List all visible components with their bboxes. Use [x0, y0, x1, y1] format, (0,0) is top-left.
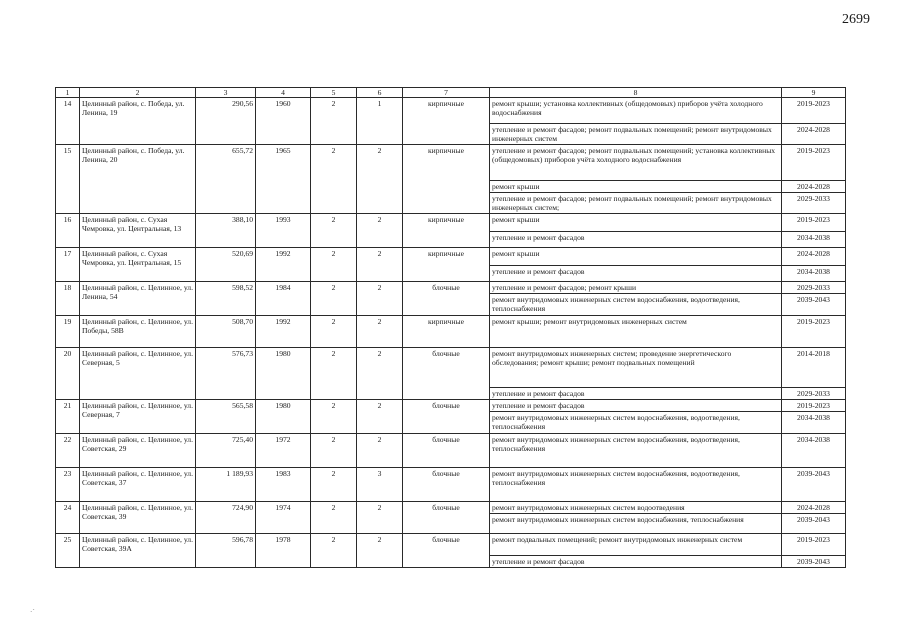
- area-cell: 388,10: [196, 214, 256, 248]
- address-cell: Целинный район, с. Целинное, ул. Победы, 58В: [80, 316, 196, 348]
- work-type-cell: утепление и ремонт фасадов: [490, 232, 782, 248]
- floors-cell: 2: [311, 214, 357, 248]
- column-header: 8: [490, 88, 782, 98]
- table-row: [56, 282, 846, 294]
- address-cell: Целинный район, с. Целинное, ул. Советская, 37: [80, 468, 196, 502]
- period-cell: 2039-2043: [782, 514, 846, 534]
- row-number: 24: [56, 502, 80, 534]
- work-type-cell: ремонт крыши: [490, 181, 782, 193]
- entrances-cell: 2: [357, 145, 403, 214]
- work-type-cell: ремонт внутридомовых инженерных систем водоснабжения, водоотведения, теплоснабжения: [490, 434, 782, 468]
- work-type-cell: ремонт крыши; ремонт внутридомовых инженерных систем: [490, 316, 782, 348]
- wall-material-cell: блочные: [403, 502, 490, 534]
- period-cell: 2039-2043: [782, 468, 846, 502]
- floors-cell: 2: [311, 248, 357, 282]
- address-cell: Целинный район, с. Сухая Чемровка, ул. Центральная, 15: [80, 248, 196, 282]
- work-type-cell: ремонт крыши: [490, 214, 782, 232]
- work-type-cell: ремонт крыши; установка коллективных (общедомовых) приборов учёта холодного водоснабжения: [490, 98, 782, 124]
- work-type-cell: утепление и ремонт фасадов; ремонт подвальных помещений; ремонт внутридомовых инженерных систем: [490, 124, 782, 145]
- entrances-cell: 2: [357, 502, 403, 534]
- floors-cell: 2: [311, 502, 357, 534]
- year-built-cell: 1960: [256, 98, 311, 145]
- wall-material-cell: блочные: [403, 348, 490, 400]
- column-header: 6: [357, 88, 403, 98]
- work-type-cell: ремонт внутридомовых инженерных систем; проведение энергетического обследования; ремонт крыши; ремонт подвальных помещений: [490, 348, 782, 388]
- work-type-cell: утепление и ремонт фасадов; ремонт подвальных помещений; ремонт внутридомовых инженерных систем;: [490, 193, 782, 214]
- entrances-cell: 2: [357, 534, 403, 568]
- period-cell: 2024-2028: [782, 181, 846, 193]
- address-cell: Целинный район, с. Целинное, ул. Ленина, 54: [80, 282, 196, 316]
- floors-cell: 2: [311, 316, 357, 348]
- work-type-cell: ремонт крыши: [490, 248, 782, 266]
- area-cell: 725,40: [196, 434, 256, 468]
- area-cell: 655,72: [196, 145, 256, 214]
- entrances-cell: 1: [357, 98, 403, 145]
- year-built-cell: 1983: [256, 468, 311, 502]
- year-built-cell: 1984: [256, 282, 311, 316]
- period-cell: 2034-2038: [782, 412, 846, 434]
- period-cell: 2034-2038: [782, 266, 846, 282]
- period-cell: 2034-2038: [782, 434, 846, 468]
- table-row: [56, 534, 846, 556]
- year-built-cell: 1972: [256, 434, 311, 468]
- row-number: 20: [56, 348, 80, 400]
- period-cell: 2019-2023: [782, 400, 846, 412]
- wall-material-cell: блочные: [403, 282, 490, 316]
- area-cell: 724,90: [196, 502, 256, 534]
- area-cell: 1 189,93: [196, 468, 256, 502]
- period-cell: 2019-2023: [782, 534, 846, 556]
- row-number: 18: [56, 282, 80, 316]
- column-header: 2: [80, 88, 196, 98]
- table-row: [56, 502, 846, 514]
- period-cell: 2029-2033: [782, 388, 846, 400]
- column-header: 4: [256, 88, 311, 98]
- address-cell: Целинный район, с. Целинное, ул. Северная, 7: [80, 400, 196, 434]
- address-cell: Целинный район, с. Сухая Чемровка, ул. Центральная, 13: [80, 214, 196, 248]
- address-cell: Целинный район, с. Целинное, ул. Северная, 5: [80, 348, 196, 400]
- table-row: [56, 145, 846, 181]
- area-cell: 576,73: [196, 348, 256, 400]
- row-number: 22: [56, 434, 80, 468]
- period-cell: 2039-2043: [782, 556, 846, 568]
- entrances-cell: 3: [357, 468, 403, 502]
- table-body: [56, 98, 846, 568]
- period-cell: 2019-2023: [782, 214, 846, 232]
- work-type-cell: утепление и ремонт фасадов: [490, 388, 782, 400]
- work-type-cell: ремонт внутридомовых инженерных систем водоснабжения, водоотведения, теплоснабжения: [490, 294, 782, 316]
- year-built-cell: 1980: [256, 400, 311, 434]
- scan-mark: ·´: [30, 608, 35, 616]
- wall-material-cell: кирпичные: [403, 248, 490, 282]
- floors-cell: 2: [311, 282, 357, 316]
- wall-material-cell: кирпичные: [403, 214, 490, 248]
- entrances-cell: 2: [357, 214, 403, 248]
- period-cell: 2019-2023: [782, 145, 846, 181]
- entrances-cell: 2: [357, 348, 403, 400]
- table-row: [56, 400, 846, 412]
- area-cell: 565,58: [196, 400, 256, 434]
- period-cell: 2034-2038: [782, 232, 846, 248]
- table-row: [56, 468, 846, 502]
- work-type-cell: ремонт подвальных помещений; ремонт внутридомовых инженерных систем: [490, 534, 782, 556]
- area-cell: 596,78: [196, 534, 256, 568]
- wall-material-cell: блочные: [403, 534, 490, 568]
- period-cell: 2019-2023: [782, 316, 846, 348]
- area-cell: 508,70: [196, 316, 256, 348]
- entrances-cell: 2: [357, 282, 403, 316]
- entrances-cell: 2: [357, 400, 403, 434]
- year-built-cell: 1980: [256, 348, 311, 400]
- area-cell: 598,52: [196, 282, 256, 316]
- work-type-cell: утепление и ремонт фасадов: [490, 266, 782, 282]
- period-cell: 2019-2023: [782, 98, 846, 124]
- period-cell: 2014-2018: [782, 348, 846, 388]
- work-type-cell: утепление и ремонт фасадов; ремонт крыши: [490, 282, 782, 294]
- row-number: 19: [56, 316, 80, 348]
- address-cell: Целинный район, с. Целинное, ул. Советская, 29: [80, 434, 196, 468]
- wall-material-cell: блочные: [403, 434, 490, 468]
- area-cell: 290,56: [196, 98, 256, 145]
- wall-material-cell: кирпичные: [403, 145, 490, 214]
- floors-cell: 2: [311, 348, 357, 400]
- header-row: [56, 88, 846, 98]
- table-row: [56, 214, 846, 232]
- work-type-cell: утепление и ремонт фасадов: [490, 556, 782, 568]
- period-cell: 2029-2033: [782, 282, 846, 294]
- repair-schedule-table: [55, 87, 846, 568]
- row-number: 23: [56, 468, 80, 502]
- period-cell: 2029-2033: [782, 193, 846, 214]
- row-number: 21: [56, 400, 80, 434]
- table-row: [56, 434, 846, 468]
- table-row: [56, 98, 846, 124]
- table-row: [56, 248, 846, 266]
- table-header: [56, 88, 846, 98]
- row-number: 14: [56, 98, 80, 145]
- row-number: 25: [56, 534, 80, 568]
- work-type-cell: утепление и ремонт фасадов: [490, 400, 782, 412]
- period-cell: 2039-2043: [782, 294, 846, 316]
- floors-cell: 2: [311, 400, 357, 434]
- year-built-cell: 1974: [256, 502, 311, 534]
- row-number: 16: [56, 214, 80, 248]
- wall-material-cell: блочные: [403, 400, 490, 434]
- floors-cell: 2: [311, 434, 357, 468]
- work-type-cell: утепление и ремонт фасадов; ремонт подвальных помещений; установка коллективных (общедомовых) приборов учёта холодного водоснабжения: [490, 145, 782, 181]
- period-cell: 2024-2028: [782, 502, 846, 514]
- entrances-cell: 2: [357, 434, 403, 468]
- floors-cell: 2: [311, 98, 357, 145]
- work-type-cell: ремонт внутридомовых инженерных систем водоснабжения, водоотведения, теплоснабжения: [490, 468, 782, 502]
- year-built-cell: 1978: [256, 534, 311, 568]
- row-number: 15: [56, 145, 80, 214]
- floors-cell: 2: [311, 534, 357, 568]
- work-type-cell: ремонт внутридомовых инженерных систем водоотведения: [490, 502, 782, 514]
- area-cell: 520,69: [196, 248, 256, 282]
- address-cell: Целинный район, с. Победа, ул. Ленина, 20: [80, 145, 196, 214]
- column-header: 9: [782, 88, 846, 98]
- floors-cell: 2: [311, 468, 357, 502]
- wall-material-cell: кирпичные: [403, 98, 490, 145]
- column-header: 3: [196, 88, 256, 98]
- row-number: 17: [56, 248, 80, 282]
- year-built-cell: 1965: [256, 145, 311, 214]
- table-row: [56, 316, 846, 348]
- column-header: 1: [56, 88, 80, 98]
- address-cell: Целинный район, с. Целинное, ул. Советская, 39: [80, 502, 196, 534]
- wall-material-cell: кирпичные: [403, 316, 490, 348]
- work-type-cell: ремонт внутридомовых инженерных систем водоснабжения, водоотведения, теплоснабжения: [490, 412, 782, 434]
- year-built-cell: 1993: [256, 214, 311, 248]
- year-built-cell: 1992: [256, 248, 311, 282]
- entrances-cell: 2: [357, 316, 403, 348]
- year-built-cell: 1992: [256, 316, 311, 348]
- column-header: 7: [403, 88, 490, 98]
- page-number: 2699: [842, 12, 870, 27]
- address-cell: Целинный район, с. Победа, ул. Ленина, 19: [80, 98, 196, 145]
- wall-material-cell: блочные: [403, 468, 490, 502]
- address-cell: Целинный район, с. Целинное, ул. Советская, 39А: [80, 534, 196, 568]
- floors-cell: 2: [311, 145, 357, 214]
- entrances-cell: 2: [357, 248, 403, 282]
- period-cell: 2024-2028: [782, 248, 846, 266]
- work-type-cell: ремонт внутридомовых инженерных систем водоснабжения, теплоснабжения: [490, 514, 782, 534]
- table-row: [56, 348, 846, 388]
- period-cell: 2024-2028: [782, 124, 846, 145]
- column-header: 5: [311, 88, 357, 98]
